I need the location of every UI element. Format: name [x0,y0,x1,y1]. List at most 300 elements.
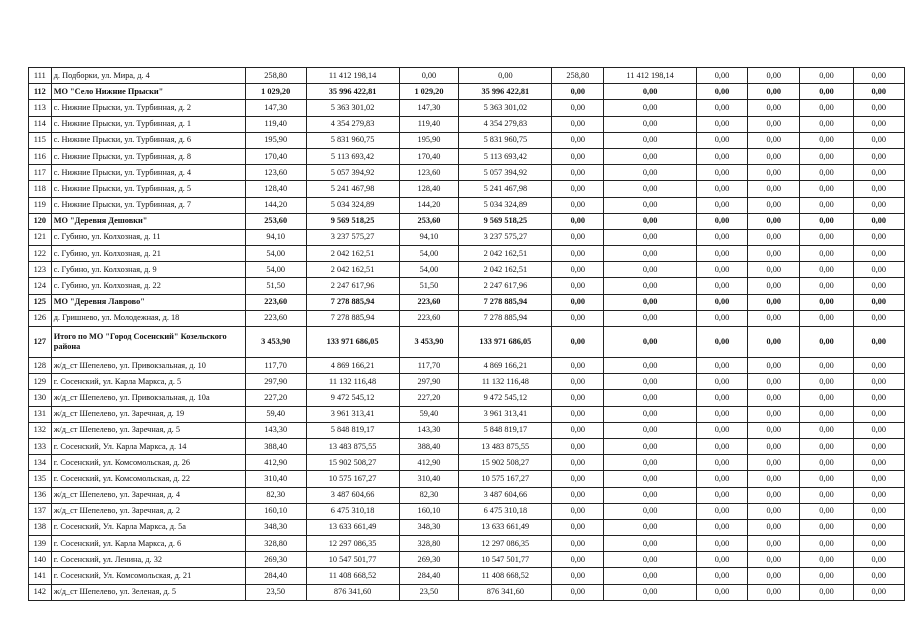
row-number: 123 [29,262,52,278]
value-cell: 0,00 [853,487,904,503]
value-cell: 23,50 [399,584,459,600]
value-cell: 59,40 [399,406,459,422]
value-cell: 0,00 [853,181,904,197]
row-number: 139 [29,536,52,552]
table-row [29,100,905,116]
value-cell: 119,40 [245,116,306,132]
value-cell: 388,40 [399,438,459,454]
address-cell: с. Нижние Прыски, ул. Турбинная, д. 1 [51,116,245,132]
value-cell: 0,00 [748,197,800,213]
address-cell: с. Нижние Прыски, ул. Турбинная, д. 4 [51,165,245,181]
row-number: 112 [29,84,52,100]
value-cell: 0,00 [552,536,604,552]
value-cell: 0,00 [696,422,747,438]
value-cell: 0,00 [853,165,904,181]
value-cell: 1 029,20 [245,84,306,100]
value-cell: 0,00 [800,455,853,471]
value-cell: 0,00 [696,197,747,213]
value-cell: 0,00 [853,229,904,245]
value-cell: 0,00 [853,584,904,600]
value-cell: 5 363 301,02 [459,100,552,116]
value-cell: 144,20 [399,197,459,213]
value-cell: 133 971 686,05 [306,327,399,358]
value-cell: 0,00 [696,519,747,535]
value-cell: 2 042 162,51 [306,262,399,278]
value-cell: 5 848 819,17 [459,422,552,438]
value-cell: 3 237 575,27 [459,229,552,245]
value-cell: 0,00 [748,213,800,229]
value-cell: 7 278 885,94 [459,294,552,310]
value-cell: 11 412 198,14 [604,68,697,84]
value-cell: 0,00 [800,165,853,181]
value-cell: 0,00 [853,536,904,552]
value-cell: 5 057 394,92 [459,165,552,181]
table-row [29,455,905,471]
value-cell: 0,00 [604,310,697,326]
value-cell: 412,90 [399,455,459,471]
value-cell: 23,50 [245,584,306,600]
address-cell: д. Подборки, ул. Мира, д. 4 [51,68,245,84]
value-cell: 284,40 [245,568,306,584]
address-cell: с. Губино, ул. Колхозная, д. 9 [51,262,245,278]
table-row [29,438,905,454]
row-number: 113 [29,100,52,116]
address-cell: ж/д_ст Шепелево, ул. Заречная, д. 4 [51,487,245,503]
value-cell: 0,00 [696,503,747,519]
value-cell: 2 042 162,51 [306,246,399,262]
value-cell: 0,00 [748,568,800,584]
value-cell: 0,00 [800,132,853,148]
value-cell: 0,00 [853,568,904,584]
address-cell: ж/д_ст Шепелево, ул. Заречная, д. 2 [51,503,245,519]
address-cell: с. Губино, ул. Колхозная, д. 22 [51,278,245,294]
value-cell: 94,10 [245,229,306,245]
value-cell: 0,00 [552,584,604,600]
value-cell: 7 278 885,94 [306,294,399,310]
address-cell: Итого по МО "Город Сосенский" Козельского района [51,327,245,358]
address-cell: г. Сосенский, Ул. Комсомольская, д. 21 [51,568,245,584]
value-cell: 0,00 [552,278,604,294]
address-cell: МО "Село Нижние Прыски" [51,84,245,100]
value-cell: 13 633 661,49 [459,519,552,535]
value-cell: 0,00 [696,132,747,148]
value-cell: 11 132 116,48 [306,374,399,390]
value-cell: 0,00 [748,229,800,245]
row-number: 126 [29,310,52,326]
value-cell: 0,00 [696,568,747,584]
value-cell: 0,00 [552,487,604,503]
value-cell: 0,00 [800,390,853,406]
value-cell: 0,00 [696,148,747,164]
value-cell: 258,80 [552,68,604,84]
value-cell: 117,70 [399,358,459,374]
table-row [29,181,905,197]
value-cell: 0,00 [604,455,697,471]
value-cell: 0,00 [552,310,604,326]
value-cell: 1 029,20 [399,84,459,100]
value-cell: 0,00 [748,246,800,262]
table-row [29,262,905,278]
value-cell: 0,00 [552,116,604,132]
value-cell: 328,80 [245,536,306,552]
value-cell: 0,00 [800,422,853,438]
value-cell: 258,80 [245,68,306,84]
value-cell: 0,00 [748,487,800,503]
row-number: 124 [29,278,52,294]
value-cell: 0,00 [604,100,697,116]
value-cell: 160,10 [245,503,306,519]
value-cell: 0,00 [748,374,800,390]
value-cell: 123,60 [399,165,459,181]
address-cell: с. Нижние Прыски, ул. Турбинная, д. 5 [51,181,245,197]
value-cell: 5 057 394,92 [306,165,399,181]
value-cell: 0,00 [696,84,747,100]
row-number: 118 [29,181,52,197]
value-cell: 2 247 617,96 [459,278,552,294]
value-cell: 0,00 [748,310,800,326]
value-cell: 0,00 [696,536,747,552]
value-cell: 876 341,60 [459,584,552,600]
table-row [29,536,905,552]
value-cell: 297,90 [399,374,459,390]
value-cell: 0,00 [748,84,800,100]
address-cell: МО "Деревня Дешовки" [51,213,245,229]
value-cell: 0,00 [748,100,800,116]
row-number: 111 [29,68,52,84]
table-row [29,246,905,262]
value-cell: 412,90 [245,455,306,471]
value-cell: 59,40 [245,406,306,422]
value-cell: 10 575 167,27 [459,471,552,487]
value-cell: 0,00 [459,68,552,84]
value-cell: 0,00 [604,584,697,600]
address-cell: ж/д_ст Шепелево, ул. Привокзальная, д. 10 [51,358,245,374]
value-cell: 0,00 [696,438,747,454]
value-cell: 2 042 162,51 [459,262,552,278]
value-cell: 0,00 [552,246,604,262]
value-cell: 0,00 [604,246,697,262]
value-cell: 0,00 [853,438,904,454]
value-cell: 5 241 467,98 [306,181,399,197]
value-cell: 94,10 [399,229,459,245]
value-cell: 0,00 [552,438,604,454]
value-cell: 348,30 [399,519,459,535]
value-cell: 269,30 [245,552,306,568]
value-cell: 0,00 [800,487,853,503]
address-cell: ж/д_ст Шепелево, ул. Заречная, д. 19 [51,406,245,422]
value-cell: 0,00 [748,358,800,374]
table-row [29,116,905,132]
value-cell: 5 113 693,42 [306,148,399,164]
value-cell: 4 869 166,21 [306,358,399,374]
value-cell: 0,00 [552,213,604,229]
value-cell: 0,00 [748,438,800,454]
table-row [29,229,905,245]
value-cell: 0,00 [696,246,747,262]
value-cell: 227,20 [245,390,306,406]
address-cell: г. Сосенский, Ул. Карла Маркса, д. 5а [51,519,245,535]
housing-program-table [28,67,905,601]
value-cell: 0,00 [800,438,853,454]
value-cell: 0,00 [800,246,853,262]
value-cell: 0,00 [604,327,697,358]
value-cell: 223,60 [245,310,306,326]
value-cell: 0,00 [853,84,904,100]
value-cell: 0,00 [853,358,904,374]
value-cell: 0,00 [552,181,604,197]
value-cell: 0,00 [604,116,697,132]
value-cell: 0,00 [800,262,853,278]
value-cell: 0,00 [604,519,697,535]
value-cell: 0,00 [552,229,604,245]
value-cell: 0,00 [552,406,604,422]
value-cell: 310,40 [399,471,459,487]
row-number: 133 [29,438,52,454]
value-cell: 0,00 [604,568,697,584]
value-cell: 0,00 [800,148,853,164]
value-cell: 284,40 [399,568,459,584]
value-cell: 0,00 [800,552,853,568]
value-cell: 5 363 301,02 [306,100,399,116]
value-cell: 0,00 [800,584,853,600]
value-cell: 117,70 [245,358,306,374]
value-cell: 128,40 [245,181,306,197]
row-number: 131 [29,406,52,422]
value-cell: 13 483 875,55 [459,438,552,454]
value-cell: 0,00 [604,536,697,552]
address-cell: с. Нижние Прыски, ул. Турбинная, д. 2 [51,100,245,116]
value-cell: 0,00 [552,503,604,519]
row-number: 114 [29,116,52,132]
value-cell: 0,00 [696,552,747,568]
value-cell: 0,00 [748,552,800,568]
value-cell: 0,00 [696,100,747,116]
value-cell: 123,60 [245,165,306,181]
value-cell: 0,00 [604,213,697,229]
value-cell: 0,00 [748,455,800,471]
value-cell: 147,30 [399,100,459,116]
value-cell: 0,00 [604,552,697,568]
value-cell: 0,00 [696,278,747,294]
value-cell: 3 961 313,41 [459,406,552,422]
value-cell: 9 569 518,25 [306,213,399,229]
value-cell: 0,00 [800,213,853,229]
value-cell: 0,00 [853,68,904,84]
value-cell: 5 831 960,75 [306,132,399,148]
value-cell: 3 453,90 [245,327,306,358]
value-cell: 0,00 [696,294,747,310]
value-cell: 0,00 [552,358,604,374]
value-cell: 119,40 [399,116,459,132]
value-cell: 0,00 [604,197,697,213]
value-cell: 0,00 [696,374,747,390]
value-cell: 0,00 [604,262,697,278]
value-cell: 10 575 167,27 [306,471,399,487]
value-cell: 223,60 [245,294,306,310]
table-row [29,471,905,487]
table-row [29,406,905,422]
row-number: 132 [29,422,52,438]
value-cell: 0,00 [748,422,800,438]
value-cell: 0,00 [800,471,853,487]
value-cell: 0,00 [552,471,604,487]
value-cell: 3 453,90 [399,327,459,358]
value-cell: 0,00 [604,278,697,294]
value-cell: 0,00 [604,181,697,197]
value-cell: 0,00 [748,68,800,84]
value-cell: 0,00 [696,584,747,600]
value-cell: 0,00 [800,116,853,132]
value-cell: 0,00 [604,148,697,164]
value-cell: 82,30 [399,487,459,503]
table-row [29,390,905,406]
address-cell: МО "Деревня Лаврово" [51,294,245,310]
address-cell: ж/д_ст Шепелево, ул. Заречная, д. 5 [51,422,245,438]
value-cell: 4 869 166,21 [459,358,552,374]
table-row [29,552,905,568]
value-cell: 0,00 [748,278,800,294]
value-cell: 0,00 [696,165,747,181]
row-number: 119 [29,197,52,213]
value-cell: 0,00 [696,68,747,84]
value-cell: 0,00 [552,148,604,164]
value-cell: 195,90 [245,132,306,148]
value-cell: 0,00 [853,471,904,487]
value-cell: 0,00 [748,132,800,148]
address-cell: г. Сосенский, ул. Карла Маркса, д. 5 [51,374,245,390]
value-cell: 0,00 [748,406,800,422]
table-row [29,358,905,374]
value-cell: 0,00 [748,536,800,552]
row-number: 115 [29,132,52,148]
value-cell: 3 237 575,27 [306,229,399,245]
value-cell: 10 547 501,77 [306,552,399,568]
value-cell: 0,00 [853,246,904,262]
value-cell: 0,00 [696,390,747,406]
value-cell: 0,00 [800,278,853,294]
row-number: 138 [29,519,52,535]
value-cell: 0,00 [853,132,904,148]
value-cell: 269,30 [399,552,459,568]
value-cell: 0,00 [800,294,853,310]
value-cell: 223,60 [399,310,459,326]
row-number: 116 [29,148,52,164]
value-cell: 0,00 [800,358,853,374]
value-cell: 54,00 [399,262,459,278]
value-cell: 143,30 [245,422,306,438]
value-cell: 9 472 545,12 [459,390,552,406]
value-cell: 4 354 279,83 [306,116,399,132]
value-cell: 51,50 [399,278,459,294]
table-row [29,197,905,213]
value-cell: 223,60 [399,294,459,310]
value-cell: 348,30 [245,519,306,535]
value-cell: 0,00 [696,181,747,197]
value-cell: 0,00 [853,455,904,471]
value-cell: 0,00 [748,584,800,600]
value-cell: 5 034 324,89 [459,197,552,213]
value-cell: 195,90 [399,132,459,148]
value-cell: 0,00 [604,390,697,406]
value-cell: 147,30 [245,100,306,116]
table-row [29,278,905,294]
value-cell: 310,40 [245,471,306,487]
value-cell: 0,00 [800,568,853,584]
value-cell: 0,00 [604,471,697,487]
value-cell: 0,00 [748,471,800,487]
value-cell: 0,00 [853,148,904,164]
value-cell: 5 831 960,75 [459,132,552,148]
value-cell: 876 341,60 [306,584,399,600]
address-cell: д. Гришнево, ул. Молодежная, д. 18 [51,310,245,326]
address-cell: ж/д_ст Шепелево, ул. Привокзальная, д. 10а [51,390,245,406]
value-cell: 5 848 819,17 [306,422,399,438]
value-cell: 0,00 [800,519,853,535]
value-cell: 0,00 [552,100,604,116]
value-cell: 4 354 279,83 [459,116,552,132]
table-row [29,374,905,390]
value-cell: 0,00 [552,327,604,358]
value-cell: 0,00 [552,455,604,471]
value-cell: 0,00 [604,84,697,100]
value-cell: 0,00 [853,519,904,535]
value-cell: 0,00 [552,262,604,278]
value-cell: 0,00 [748,519,800,535]
value-cell: 0,00 [800,406,853,422]
address-cell: г. Сосенский, ул. Карла Маркса, д. 6 [51,536,245,552]
value-cell: 297,90 [245,374,306,390]
value-cell: 0,00 [800,536,853,552]
value-cell: 0,00 [399,68,459,84]
value-cell: 0,00 [800,374,853,390]
value-cell: 0,00 [696,229,747,245]
value-cell: 35 996 422,81 [459,84,552,100]
value-cell: 328,80 [399,536,459,552]
value-cell: 0,00 [552,422,604,438]
value-cell: 6 475 310,18 [459,503,552,519]
row-number: 140 [29,552,52,568]
table-row [29,422,905,438]
table-row [29,310,905,326]
value-cell: 54,00 [245,262,306,278]
table-row [29,68,905,84]
value-cell: 128,40 [399,181,459,197]
value-cell: 0,00 [800,229,853,245]
value-cell: 10 547 501,77 [459,552,552,568]
value-cell: 0,00 [552,165,604,181]
value-cell: 0,00 [853,213,904,229]
row-number: 127 [29,327,52,358]
value-cell: 0,00 [604,229,697,245]
value-cell: 0,00 [800,503,853,519]
value-cell: 227,20 [399,390,459,406]
value-cell: 2 042 162,51 [459,246,552,262]
value-cell: 0,00 [604,438,697,454]
address-cell: с. Нижние Прыски, ул. Турбинная, д. 7 [51,197,245,213]
value-cell: 0,00 [696,116,747,132]
value-cell: 0,00 [552,374,604,390]
value-cell: 11 132 116,48 [459,374,552,390]
address-cell: с. Губино, ул. Колхозная, д. 21 [51,246,245,262]
value-cell: 0,00 [800,327,853,358]
value-cell: 54,00 [399,246,459,262]
value-cell: 0,00 [552,197,604,213]
value-cell: 0,00 [748,148,800,164]
row-number: 137 [29,503,52,519]
value-cell: 0,00 [604,422,697,438]
address-cell: г. Сосенский, ул. Ленина, д. 32 [51,552,245,568]
value-cell: 5 241 467,98 [459,181,552,197]
